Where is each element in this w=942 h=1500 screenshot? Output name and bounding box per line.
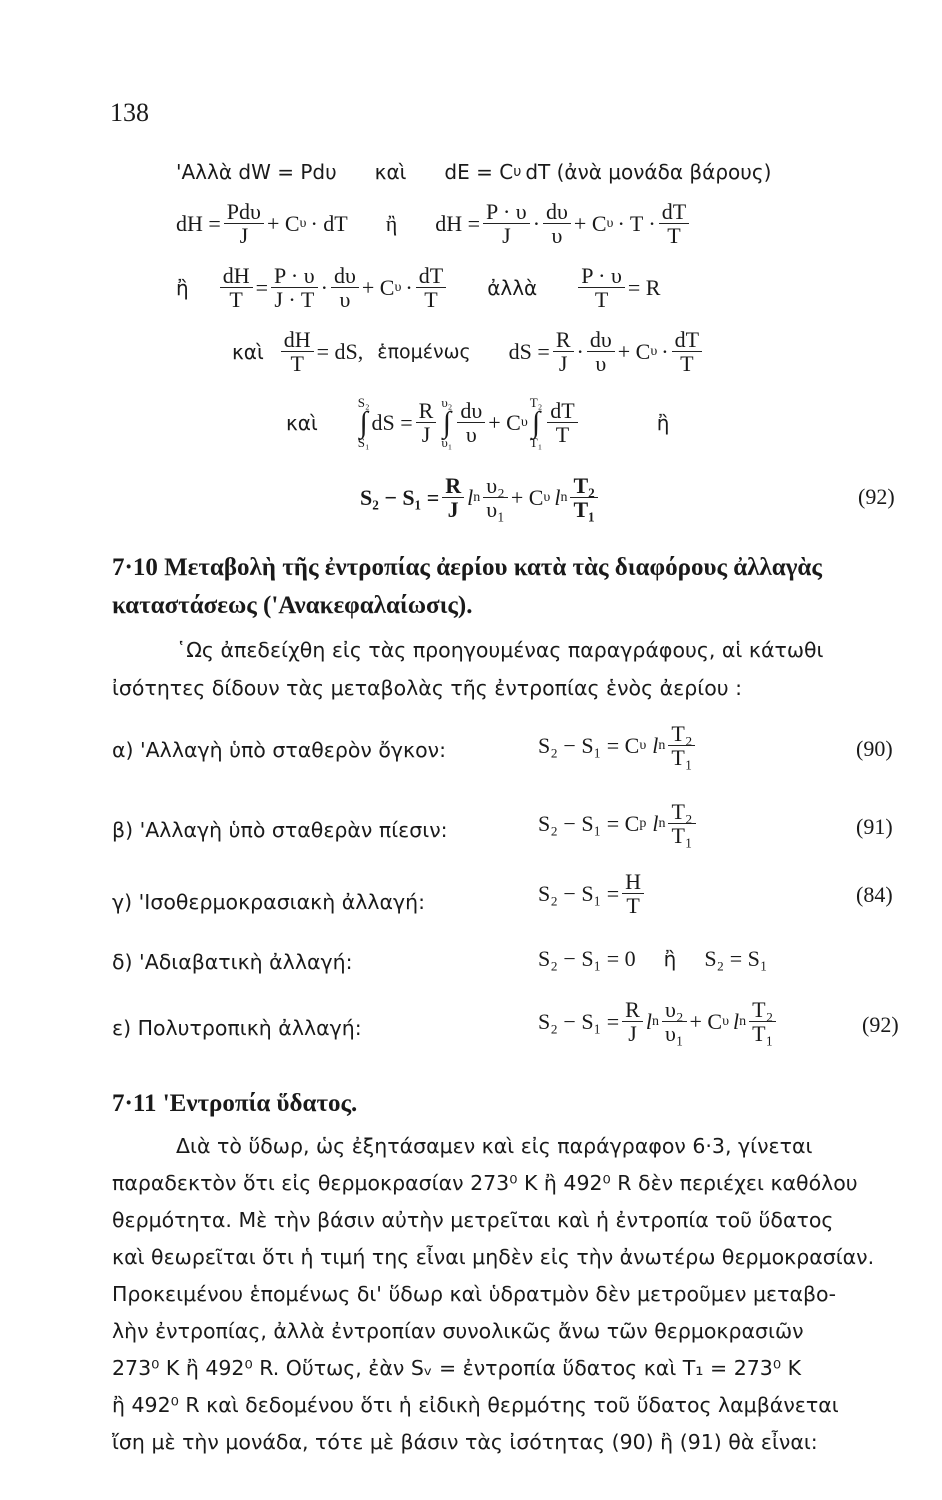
para-line-9: ἴση μὲ τὴν μονάδα, τότε μὲ βάσιν τὰς ἰσότητας (90) ἢ (91) θὰ εἶναι: [112, 1430, 818, 1454]
eq4-frac4: $\frac{dT}{T}$ [672, 328, 702, 375]
item-epsilon-label: ε) Πολυτροπικὴ ἀλλαγή: [112, 1016, 362, 1040]
eq4-hence: ἑπομένως [377, 340, 471, 363]
item-epsilon-equation: S₂ − S₁ = $\frac{R}{J}$ l n $\frac{\text{υ₂}}{\text{υ₁}}$ + C υ l n $\frac{\text{T₂}}{\text{T₁}}$ [538, 998, 779, 1045]
eq3-frac1: $\frac{dH}{T}$ [220, 264, 253, 311]
eq3-dot: · [320, 274, 328, 300]
para-line-4: καὶ θεωρεῖται ὅτι ἡ τιμή της εἶναι μηδὲν εἰς τὴν ἀνωτέρω θερμοκρασίαν. [112, 1245, 875, 1269]
eq2-t1: + C [266, 210, 300, 236]
item-delta-equation: S₂ − S₁ = 0 ἢ S₂ = S₁ [538, 946, 768, 971]
section-7-10-intro-line-1: ῾Ως ἀπεδείχθη εἰς τὰς προηγουμένας παραγράφους, αἱ κάτωθι [176, 638, 824, 662]
eq4-t1: + C [617, 338, 651, 364]
eq2-or: ἢ [385, 210, 398, 236]
eq4-t2: · [661, 338, 669, 364]
eq1-sub: υ [513, 164, 522, 180]
eq2-t2: · dT [310, 210, 348, 236]
eq2-lhs: dH = [176, 210, 221, 236]
eq4-dot: · [576, 338, 584, 364]
eq4-and: καὶ [232, 339, 264, 364]
eq3-frac4: $\frac{dT}{T}$ [416, 264, 446, 311]
equation-line-4: καὶ $\frac{dH}{T}$ = dS, ἑπομένως dS = $\frac{R}{J}$ · $\frac{d\upsilon}{\upsilon}$ + C υ · $\frac{dT}{T}$ [232, 328, 705, 375]
eq2-t4: · T · [617, 210, 656, 236]
item-gamma-equation: S₂ − S₁ = $\frac{H}{T}$ [538, 870, 647, 917]
eq3-frac3: $\frac{d\upsilon}{\upsilon}$ [331, 264, 359, 311]
eq4-eq: = dS, [316, 338, 364, 364]
eq-number-91: (91) [856, 814, 893, 839]
eq6-frac3: $\frac{\text{T₂}}{\text{T₁}}$ [570, 474, 597, 521]
eq2-frac2: $\frac{P \cdot \upsilon}{J}$ [483, 200, 530, 247]
eq5-or: ἢ [656, 410, 670, 435]
item-delta-label: δ) 'Αδιαβατικὴ ἀλλαγή: [112, 950, 353, 974]
item-beta-equation: S₂ − S₁ = C p l n $\frac{\text{T₂}}{\text{T₁}}$ [538, 800, 699, 847]
eq5-t1: + C [488, 409, 521, 435]
eq-number-92-bottom: (92) [862, 1012, 899, 1037]
eq2-frac1: $\frac{\text{Pdυ}}{J}$ [224, 200, 264, 247]
eq4-frac2: $\frac{R}{J}$ [553, 328, 574, 375]
para-line-5: Προκειμένου ἑπομένως δι' ὕδωρ καὶ ὑδρατμὸν δὲν μετροῦμεν μεταβο- [112, 1282, 836, 1306]
para-line-2: παραδεκτὸν ὅτι εἰς θερμοκρασίαν 273⁰ K ἢ 492⁰ R δὲν περιέχει καθόλου [112, 1171, 858, 1195]
eq1-part-a: 'Αλλὰ dW = Pdυ [176, 160, 337, 184]
eq3-eq2: = R [627, 274, 661, 300]
eq4-lhs: dS = [508, 338, 550, 364]
section-7-11-title: 7·11 'Εντροπία ὕδατος. [112, 1090, 358, 1117]
eq5-frac1: $\frac{R}{J}$ [416, 399, 437, 446]
para-line-7: 273⁰ K ἢ 492⁰ R. Οὕτως, ἐὰν Sᵥ = ἐντροπία ὕδατος καὶ T₁ = 273⁰ K [112, 1356, 802, 1380]
item-alpha-equation: S₂ − S₁ = C υ l n $\frac{\text{T₂}}{\text{T₁}}$ [538, 722, 698, 769]
eq3-t1: + C [361, 274, 395, 300]
item-gamma-label: γ) 'Ισοθερμοκρασιακὴ ἀλλαγή: [112, 890, 426, 914]
equation-line-2: dH = $\frac{\text{Pdυ}}{J}$ + C υ · dT ἢ dH = $\frac{P \cdot \upsilon}{J}$ · $\frac{d\upsilon}{\upsilon}$ + C υ · T · $\frac{dT}{T}$ [176, 200, 692, 247]
eq3-frac2: $\frac{P \cdot \upsilon}{J \cdot T}$ [271, 264, 318, 311]
eq1-and: καὶ [374, 160, 407, 184]
eq-number-90: (90) [856, 736, 893, 761]
eq3-but: ἀλλὰ [487, 275, 538, 300]
eq3-frac5: $\frac{P \cdot \upsilon}{T}$ [578, 264, 625, 311]
eq1-part-c: dE = C [444, 160, 514, 184]
eq2-dot: · [532, 210, 541, 236]
eq3-t2: · [405, 274, 413, 300]
eq6-ln2: l [554, 484, 561, 510]
equation-line-6: S₂ − S₁ = $\frac{R}{J}$ l n $\frac{\text{υ₂}}{\text{υ₁}}$ + C υ l n $\frac{\text{T₂}}{\text{T₁}}$ [360, 474, 601, 521]
eq6-t1: + C [510, 484, 544, 510]
eq6-lhs: S₂ − S₁ = [360, 484, 440, 510]
equation-line-1 [176, 160, 771, 184]
eq4-frac3: $\frac{d\upsilon}{\upsilon}$ [587, 328, 615, 375]
eq6-ln1: l [467, 484, 474, 510]
eq2-frac4: $\frac{dT}{T}$ [659, 200, 689, 247]
item-beta-label: β) 'Αλλαγὴ ὑπὸ σταθερὰν πίεσιν: [112, 818, 448, 842]
section-7-10-title-line-2: καταστάσεως ('Ανακεφαλαίωσις). [112, 592, 473, 619]
para-line-6: λὴν ἐντροπίας, ἀλλὰ ἐντροπίαν συνολικῶς ἄνω τῶν θερμοκρασιῶν [112, 1319, 804, 1343]
eq6-frac1: $\frac{R}{J}$ [442, 474, 464, 521]
para-line-8: ἢ 492⁰ R καὶ δεδομένου ὅτι ἡ εἰδικὴ θερμότης τοῦ ὕδατος λαμβάνεται [112, 1393, 839, 1417]
page-number: 138 [110, 98, 149, 127]
integral-sign-1: S₂ ∫ S₁ [357, 395, 370, 450]
eq-number-84: (84) [856, 882, 893, 907]
eq5-frac3: $\frac{dT}{T}$ [547, 399, 577, 446]
equation-line-3: ἢ $\frac{dH}{T}$ = $\frac{P \cdot \upsilon}{J \cdot T}$ · $\frac{d\upsilon}{\upsilon}$ + C υ · $\frac{dT}{T}$ ἀλλὰ $\frac{P \cdot \upsilon}{T}$ = R [176, 263, 661, 313]
eq3-eq: = [255, 274, 268, 300]
eq2-lhs2: dH = [435, 210, 481, 236]
eq3-or: ἢ [176, 275, 189, 300]
item-alpha-label: α) 'Αλλαγὴ ὑπὸ σταθερὸν ὄγκον: [112, 738, 447, 762]
para-line-3: θερμότητα. Μὲ τὴν βάσιν αὐτὴν μετρεῖται καὶ ἡ ἐντροπία τοῦ ὕδατος [112, 1208, 834, 1232]
section-7-10-title-line-1: 7·10 Μεταβολὴ τῆς ἐντροπίας ἀερίου κατὰ τὰς διαφόρους ἀλλαγὰς [112, 554, 822, 581]
para-line-1: Διὰ τὸ ὕδωρ, ὡς ἐξητάσαμεν καὶ εἰς παράγραφον 6·3, γίνεται [176, 1134, 813, 1158]
integral-sign-2: υ₂ ∫ υ₁ [441, 395, 453, 450]
section-7-10-intro-line-2: ἰσότητες δίδουν τὰς μεταβολὰς τῆς ἐντροπίας ἑνὸς ἀερίου : [112, 676, 743, 700]
integral-sign-3: T₂ ∫ T₁ [529, 395, 543, 450]
eq-number-92-top: (92) [858, 484, 895, 509]
eq5-i1-body: dS = [371, 409, 413, 435]
eq2-frac3: $\frac{d\upsilon}{\upsilon}$ [543, 200, 571, 247]
eq1-part-d: dT (ἀνὰ μονάδα βάρους) [525, 160, 772, 184]
eq4-frac1: $\frac{dH}{T}$ [281, 328, 314, 375]
eq6-frac2: $\frac{\text{υ₂}}{\text{υ₁}}$ [483, 474, 508, 521]
eq5-frac2: $\frac{d\upsilon}{\upsilon}$ [457, 399, 485, 446]
eq2-t3: + C [573, 210, 607, 236]
equation-line-5: καὶ S₂ ∫ S₁ dS = $\frac{R}{J}$ υ₂ ∫ υ₁ $\frac{d\upsilon}{\upsilon}$ + C υ T₂ ∫ T₁ $\frac{dT}{T}$ ἢ [286, 395, 670, 450]
eq5-and: καὶ [286, 410, 318, 435]
